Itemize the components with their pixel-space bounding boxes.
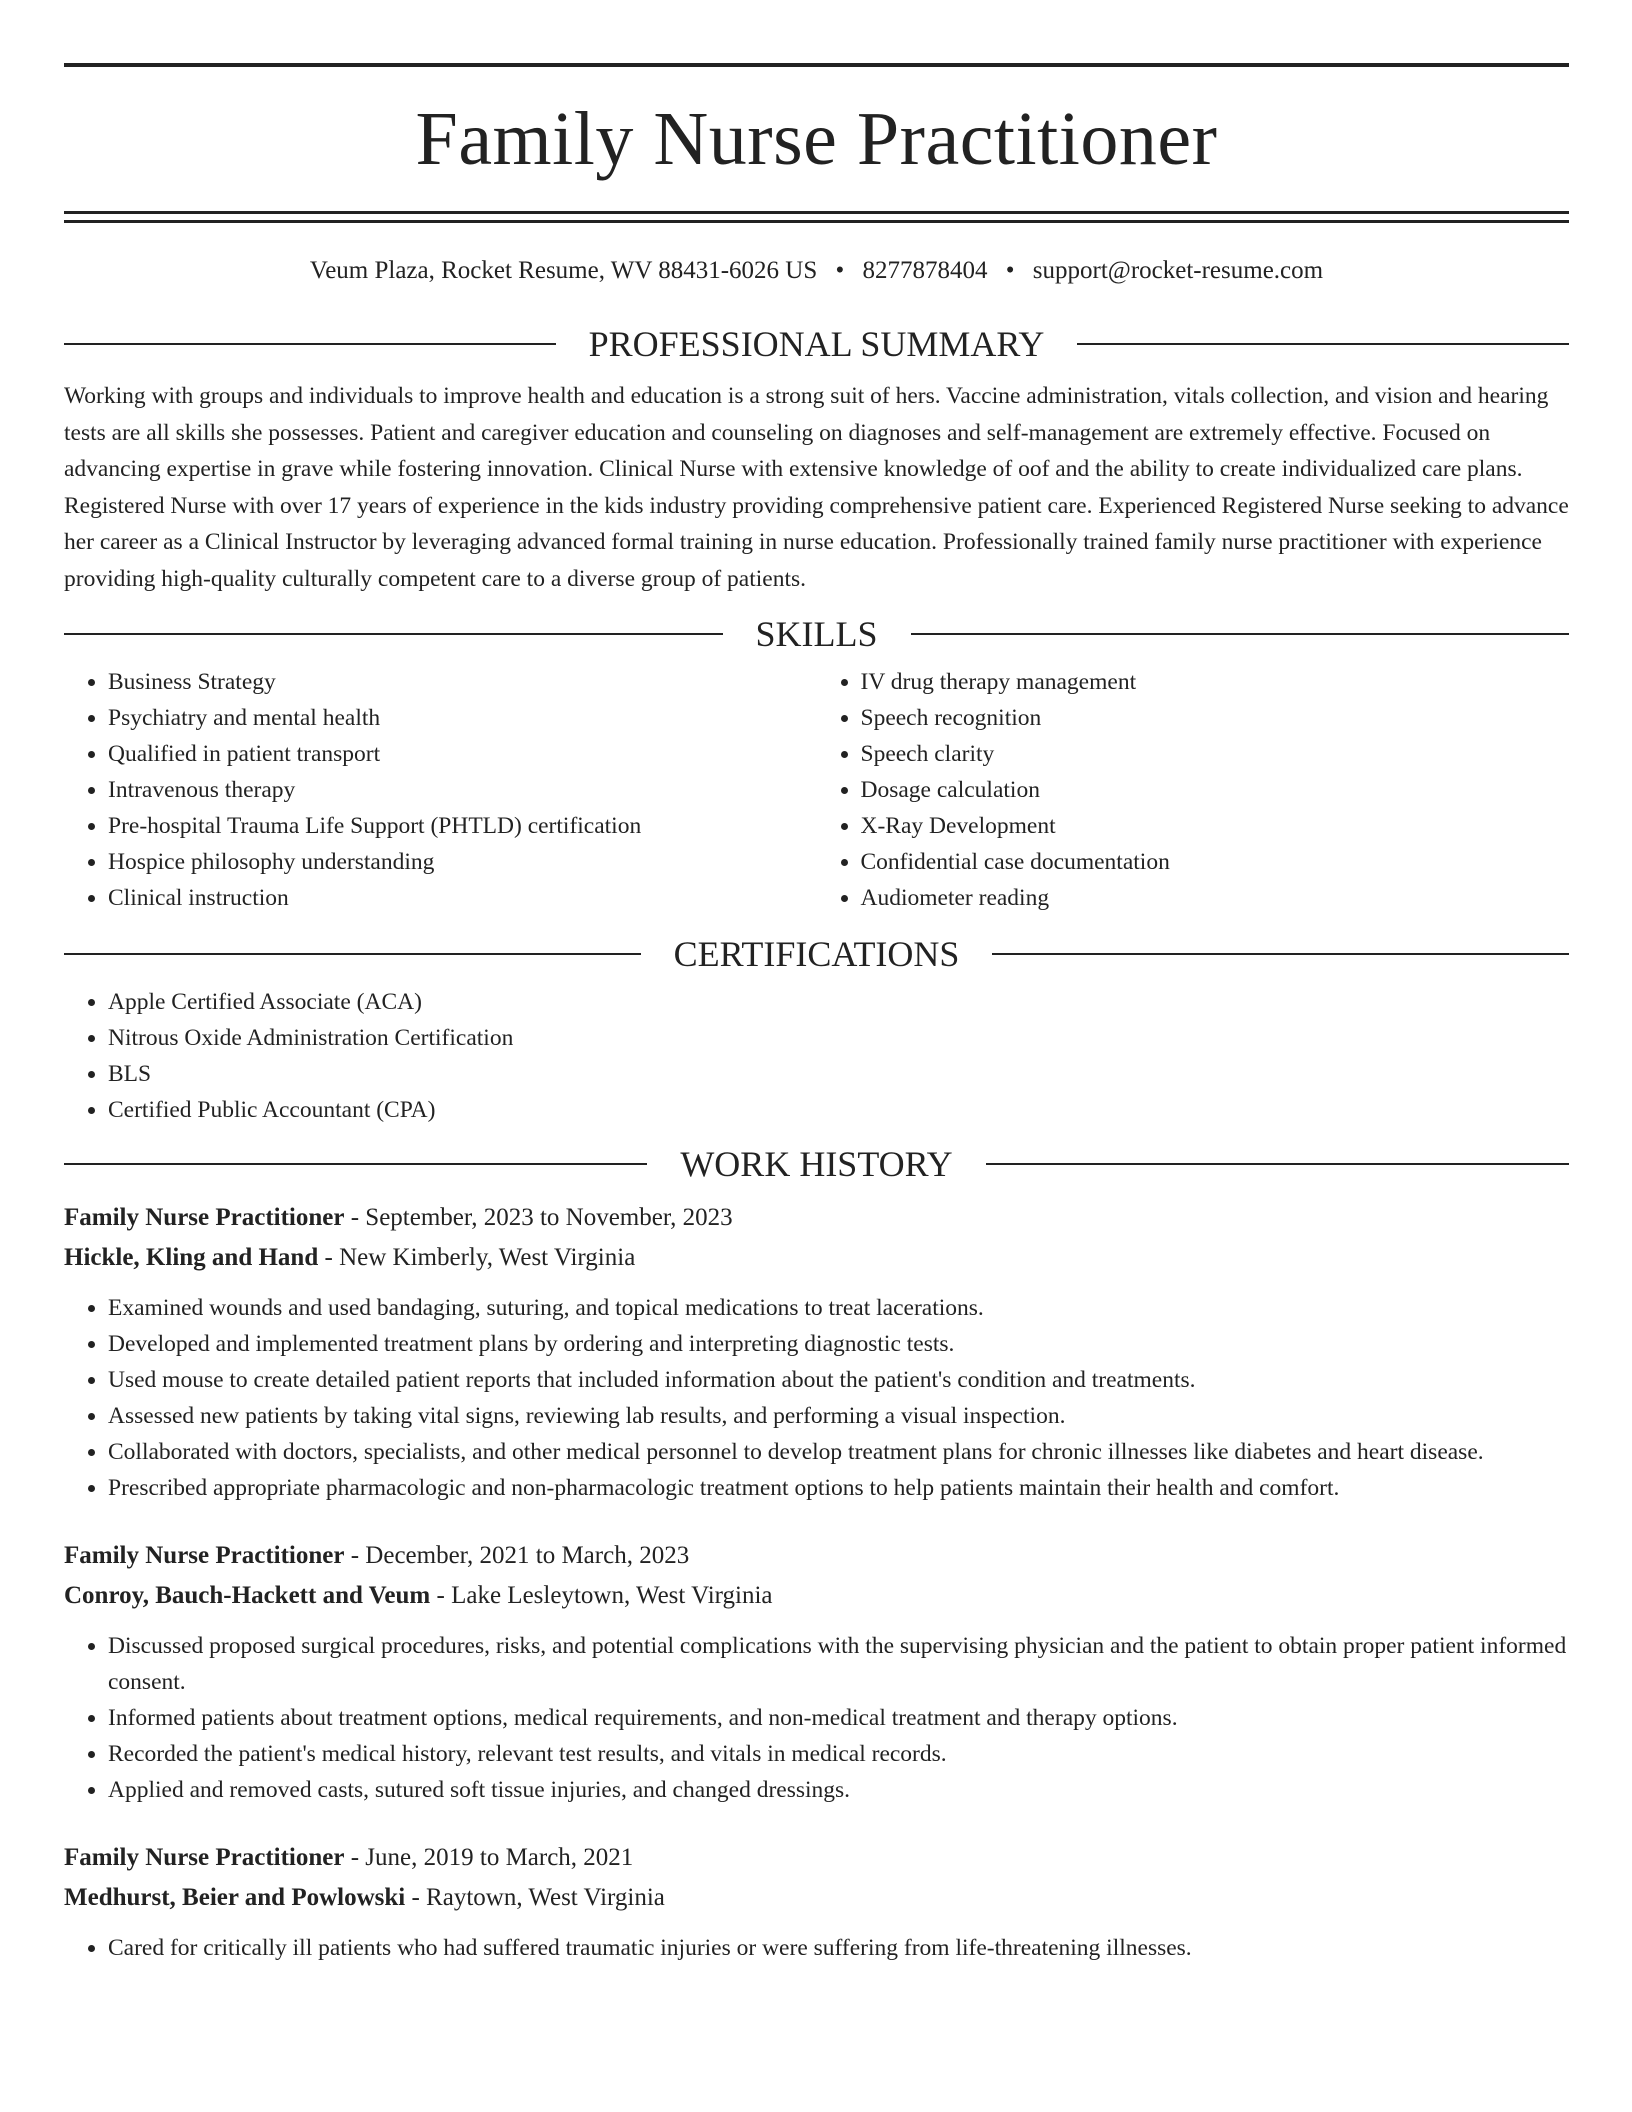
skill-item: • IV drug therapy management: [861, 664, 1570, 700]
skills-list-right: [817, 664, 1570, 916]
section-rule: [1077, 343, 1569, 345]
certification-item: • Apple Certified Associate (ACA): [108, 984, 1569, 1020]
job-company: Medhurst, Beier and Powlowski: [64, 1884, 406, 1911]
job-location: - New Kimberly, West Virginia: [324, 1244, 636, 1271]
section-rule: [64, 633, 723, 635]
job-title-line: [64, 1838, 1569, 1878]
job-bullet: • Collaborated with doctors, specialists, and other medical personnel to develop treatment plans for chronic illnesses like diabetes and heart disease.: [108, 1434, 1569, 1470]
job-bullet: • Examined wounds and used bandaging, suturing, and topical medications to treat lacerations.: [108, 1290, 1569, 1326]
section-rule: [64, 343, 556, 345]
skill-item: • Pre-hospital Trauma Life Support (PHTLD) certification: [108, 808, 817, 844]
job-title: Family Nurse Practitioner: [64, 1204, 345, 1231]
job-dates: - December, 2021 to March, 2023: [350, 1542, 690, 1569]
skills-columns: [64, 664, 1569, 916]
certification-item: • Nitrous Oxide Administration Certification: [108, 1020, 1569, 1056]
certifications-list: [64, 984, 1569, 1128]
skill-item: • Audiometer reading: [861, 880, 1570, 916]
skill-item: • Intravenous therapy: [108, 772, 817, 808]
skill-item: • Qualified in patient transport: [108, 736, 817, 772]
job-dates: - September, 2023 to November, 2023: [350, 1204, 733, 1231]
resume-name: Family Nurse Practitioner: [415, 97, 1218, 181]
job-company-line: [64, 1878, 1569, 1918]
skill-item: • X-Ray Development: [861, 808, 1570, 844]
section-rule: [64, 1163, 647, 1165]
job-company: Conroy, Bauch-Hackett and Veum: [64, 1582, 431, 1609]
job-bullet: • Cared for critically ill patients who had suffered traumatic injuries or were suffering from life-threatening illnesses.: [108, 1930, 1569, 1966]
job-bullet: • Prescribed appropriate pharmacologic and non-pharmacologic treatment options to help patients maintain their health and comfort.: [108, 1470, 1569, 1506]
resume-page: [64, 0, 1569, 1966]
skill-item: • Speech clarity: [861, 736, 1570, 772]
header-double-rule: [64, 211, 1569, 223]
job-bullets: [64, 1628, 1569, 1808]
skills-list-left: [64, 664, 817, 916]
skill-item: • Business Strategy: [108, 664, 817, 700]
job-bullet: • Informed patients about treatment options, medical requirements, and non-medical treatment and therapy options.: [108, 1700, 1569, 1736]
section-header-work-history: [64, 1144, 1569, 1184]
job-location: - Lake Lesleytown, West Virginia: [436, 1582, 773, 1609]
certification-item: • Certified Public Accountant (CPA): [108, 1092, 1569, 1128]
job-dates: - June, 2019 to March, 2021: [350, 1844, 634, 1871]
contact-separator: •: [835, 257, 845, 284]
contact-address: Veum Plaza, Rocket Resume, WV 88431-6026 US: [309, 257, 818, 284]
section-rule: [992, 953, 1569, 955]
job-company: Hickle, Kling and Hand: [64, 1244, 319, 1271]
contact-line: [64, 256, 1569, 286]
top-rule: [64, 63, 1569, 67]
skill-item: • Clinical instruction: [108, 880, 817, 916]
skill-item: • Psychiatry and mental health: [108, 700, 817, 736]
job-entry: [64, 1838, 1569, 1966]
job-entry: [64, 1536, 1569, 1808]
job-bullet: • Applied and removed casts, sutured soft tissue injuries, and changed dressings.: [108, 1772, 1569, 1808]
job-title: Family Nurse Practitioner: [64, 1542, 345, 1569]
job-location: - Raytown, West Virginia: [411, 1884, 665, 1911]
summary-text: Working with groups and individuals to improve health and education is a strong suit of hers. Vaccine administration, vitals collection, and vision and hearing tests are all skills she possesses. Patient and caregiver education and counseling on diagnoses and self-management are extremely effective. Focused on advancing expertise in grave while fostering innovation. Clinical Nurse with extensive knowledge of oof and the ability to create individualized care plans. Registered Nurse with over 17 years of experience in the kids industry providing comprehensive patient care. Experienced Registered Nurse seeking to advance her career as a Clinical Instructor by leveraging advanced formal training in nurse education. Professionally trained family nurse practitioner with experience providing high-quality culturally competent care to a diverse group of patients.: [64, 383, 1569, 592]
job-bullet: • Recorded the patient's medical history, relevant test results, and vitals in medical records.: [108, 1736, 1569, 1772]
contact-email: support@rocket-resume.com: [1032, 257, 1324, 284]
section-rule: [986, 1163, 1569, 1165]
section-header-skills: [64, 614, 1569, 654]
section-header-summary: [64, 324, 1569, 364]
job-title-line: [64, 1536, 1569, 1576]
job-bullet: • Used mouse to create detailed patient reports that included information about the patient's condition and treatments.: [108, 1362, 1569, 1398]
section-header-certifications: [64, 934, 1569, 974]
contact-separator: •: [1005, 257, 1015, 284]
job-bullets: [64, 1930, 1569, 1966]
skill-item: • Hospice philosophy understanding: [108, 844, 817, 880]
job-bullet: • Discussed proposed surgical procedures, risks, and potential complications with the supervising physician and the patient to obtain proper patient informed consent.: [108, 1628, 1569, 1700]
section-rule: [911, 633, 1570, 635]
job-title: Family Nurse Practitioner: [64, 1844, 345, 1871]
section-title: WORK HISTORY: [680, 1144, 953, 1184]
skill-item: • Dosage calculation: [861, 772, 1570, 808]
skill-item: • Confidential case documentation: [861, 844, 1570, 880]
skill-item: • Speech recognition: [861, 700, 1570, 736]
section-title: PROFESSIONAL SUMMARY: [588, 324, 1045, 364]
job-bullet: • Developed and implemented treatment plans by ordering and interpreting diagnostic tests.: [108, 1326, 1569, 1362]
job-bullet: • Assessed new patients by taking vital signs, reviewing lab results, and performing a visual inspection.: [108, 1398, 1569, 1434]
job-bullets: [64, 1290, 1569, 1506]
section-title: SKILLS: [755, 614, 878, 654]
certification-item: • BLS: [108, 1056, 1569, 1092]
contact-phone: 8277878404: [862, 257, 988, 284]
section-title: CERTIFICATIONS: [673, 934, 960, 974]
job-company-line: [64, 1576, 1569, 1616]
section-rule: [64, 953, 641, 955]
job-entry: [64, 1198, 1569, 1506]
job-company-line: [64, 1238, 1569, 1278]
job-title-line: [64, 1198, 1569, 1238]
